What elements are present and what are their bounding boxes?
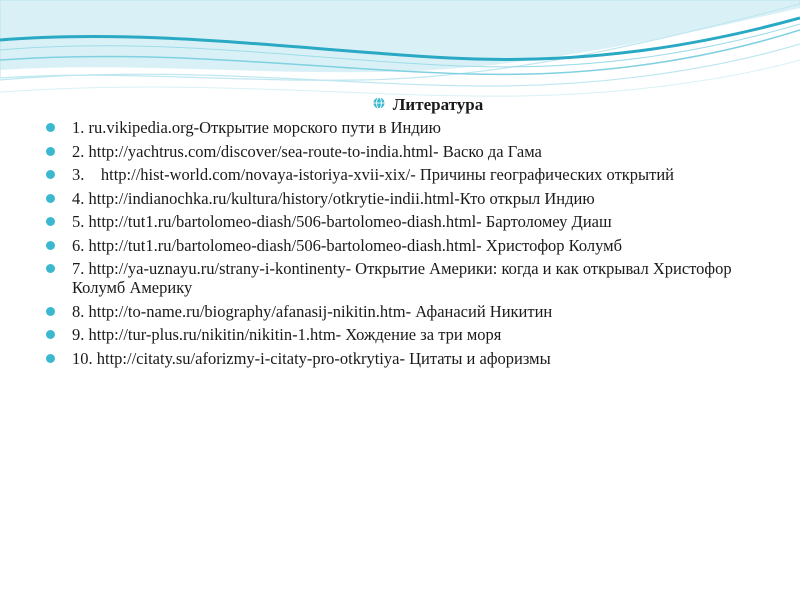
heading [44, 94, 764, 116]
bullet-icon [46, 264, 55, 273]
bullet-icon [46, 147, 55, 156]
list-item [44, 212, 764, 231]
list-item [44, 349, 764, 368]
globe-bullet-icon [373, 97, 385, 109]
bullet-icon [46, 123, 55, 132]
list-item-text: 9. http://tur-plus.ru/nikitin/nikitin-1.htm- Хождение за три моря [72, 325, 502, 344]
heading-text: Литература [392, 95, 484, 114]
bullet-icon [46, 307, 55, 316]
bullet-icon [46, 170, 55, 179]
bullet-icon [46, 194, 55, 203]
list-item [44, 118, 764, 137]
list-item-text: 3. http://hist-world.com/novaya-istoriya-xvii-xix/- Причины географических открытий [72, 165, 675, 184]
list-item-text: 2. http://yachtrus.com/discover/sea-route-to-india.html- Васко да Гама [72, 141, 542, 161]
list-item [44, 236, 764, 255]
list-item-text: 4. http://indianochka.ru/kultura/history/otkrytie-indii.html-Кто открыл Индию [72, 188, 595, 208]
list-item-text: 1. ru.vikipedia.org-Открытие морского пути в Индию [72, 118, 441, 137]
reference-list [44, 118, 764, 368]
list-item [44, 259, 764, 297]
list-item [44, 189, 764, 208]
content-area [44, 94, 764, 372]
list-item [44, 302, 764, 321]
list-item-text: 10. http://citaty.su/aforizmy-i-citaty-pro-otkrytiya- Цитаты и афоризмы [72, 348, 551, 368]
list-item-text: 8. http://to-name.ru/biography/afanasij-nikitin.htm- Афанасий Никитин [72, 301, 553, 321]
bullet-icon [46, 354, 55, 363]
list-item-text: 7. http://ya-uznayu.ru/strany-i-kontinenty- Открытие Америки: когда и как открывал Христофор Колумб Америку [72, 259, 732, 297]
bullet-icon [46, 217, 55, 226]
bullet-icon [46, 330, 55, 339]
list-item-text: 5. http://tut1.ru/bartolomeo-diash/506-bartolomeo-diash.html- Бартоломеу Диаш [72, 212, 612, 231]
list-item [44, 325, 764, 344]
bullet-icon [46, 241, 55, 250]
list-item-text: 6. http://tut1.ru/bartolomeo-diash/506-bartolomeo-diash.html- Христофор Колумб [72, 235, 623, 255]
list-item [44, 142, 764, 161]
list-item [44, 165, 764, 184]
